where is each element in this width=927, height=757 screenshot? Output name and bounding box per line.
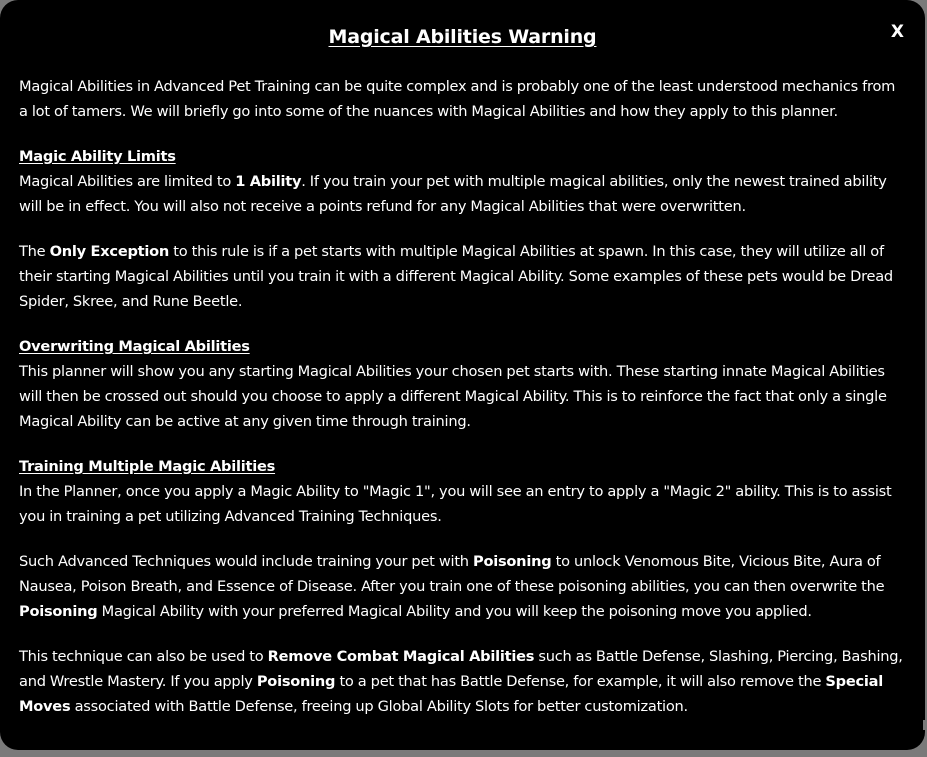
section-heading-multiple: Training Multiple Magic Abilities xyxy=(19,458,276,475)
remove-text-c: such as Battle Defense, Slashing, Piercing, Bashing, and Wrestle Mastery. If you apply xyxy=(19,648,903,690)
remove-combat-paragraph xyxy=(19,644,906,719)
section-heading-limits: Magic Ability Limits xyxy=(19,148,176,165)
techniques-text-e: Magical Ability with your preferred Magical Ability and you will keep the poisoning move you applied. xyxy=(97,603,812,620)
remove-bold-special-moves: Special Moves xyxy=(19,673,883,715)
techniques-bold-poisoning-2: Poisoning xyxy=(19,603,98,620)
limits-text-c: . If you train your pet with multiple magical abilities, only the newest trained ability will be in effect. You will also not receive a points refund for any Magical Abilities that were overwritten. xyxy=(19,173,887,215)
techniques-bold-poisoning: Poisoning xyxy=(473,553,552,570)
remove-text-e: to a pet that has Battle Defense, for example, it will also remove the xyxy=(335,673,826,690)
scrollbar-edge[interactable] xyxy=(923,720,927,730)
close-button[interactable]: X xyxy=(890,22,904,42)
exception-paragraph xyxy=(19,239,906,314)
remove-text-a: This technique can also be used to xyxy=(19,648,268,665)
techniques-paragraph xyxy=(19,549,906,624)
remove-bold-combat: Remove Combat Magical Abilities xyxy=(267,648,535,665)
limits-text-a: Magical Abilities are limited to xyxy=(19,173,236,190)
limits-bold-one-ability: 1 Ability xyxy=(235,173,302,190)
exception-text-a: The xyxy=(19,243,50,260)
overwriting-section xyxy=(19,334,906,434)
modal-body xyxy=(19,74,906,719)
remove-bold-poisoning: Poisoning xyxy=(256,673,336,690)
techniques-text-c: to unlock Venomous Bite, Vicious Bite, Aura of Nausea, Poison Breath, and Essence of Disease. After you train one of these poisoning abilities, you can then overwrite the xyxy=(19,553,885,595)
multiple-section xyxy=(19,454,906,529)
intro-paragraph: Magical Abilities in Advanced Pet Training can be quite complex and is probably one of the least understood mechanics from a lot of tamers. We will briefly go into some of the nuances with Magical Abilities and how they apply to this planner. xyxy=(19,78,896,120)
overwriting-text: This planner will show you any starting Magical Abilities your chosen pet starts with. These starting innate Magical Abilities will then be crossed out should you choose to apply a different Magical Ability. This is to reinforce the fact that only a single Magical Ability can be active at any given time through training. xyxy=(19,363,887,430)
section-heading-overwriting: Overwriting Magical Abilities xyxy=(19,338,250,355)
exception-bold: Only Exception xyxy=(49,243,170,260)
remove-text-g: associated with Battle Defense, freeing up Global Ability Slots for better customization. xyxy=(70,698,688,715)
limits-section xyxy=(19,144,906,219)
techniques-text-a: Such Advanced Techniques would include training your pet with xyxy=(19,553,473,570)
exception-text-c: to this rule is if a pet starts with multiple Magical Abilities at spawn. In this case, they will utilize all of their starting Magical Abilities until you train it with a different Magical Ability. Some examples of these pets would be Dread Spider, Skree, and Rune Beetle. xyxy=(19,243,893,310)
multiple-text: In the Planner, once you apply a Magic Ability to "Magic 1", you will see an entry to apply a "Magic 2" ability. This is to assist you in training a pet utilizing Advanced Training Techniques. xyxy=(19,483,892,525)
modal-title: Magical Abilities Warning xyxy=(328,26,597,48)
